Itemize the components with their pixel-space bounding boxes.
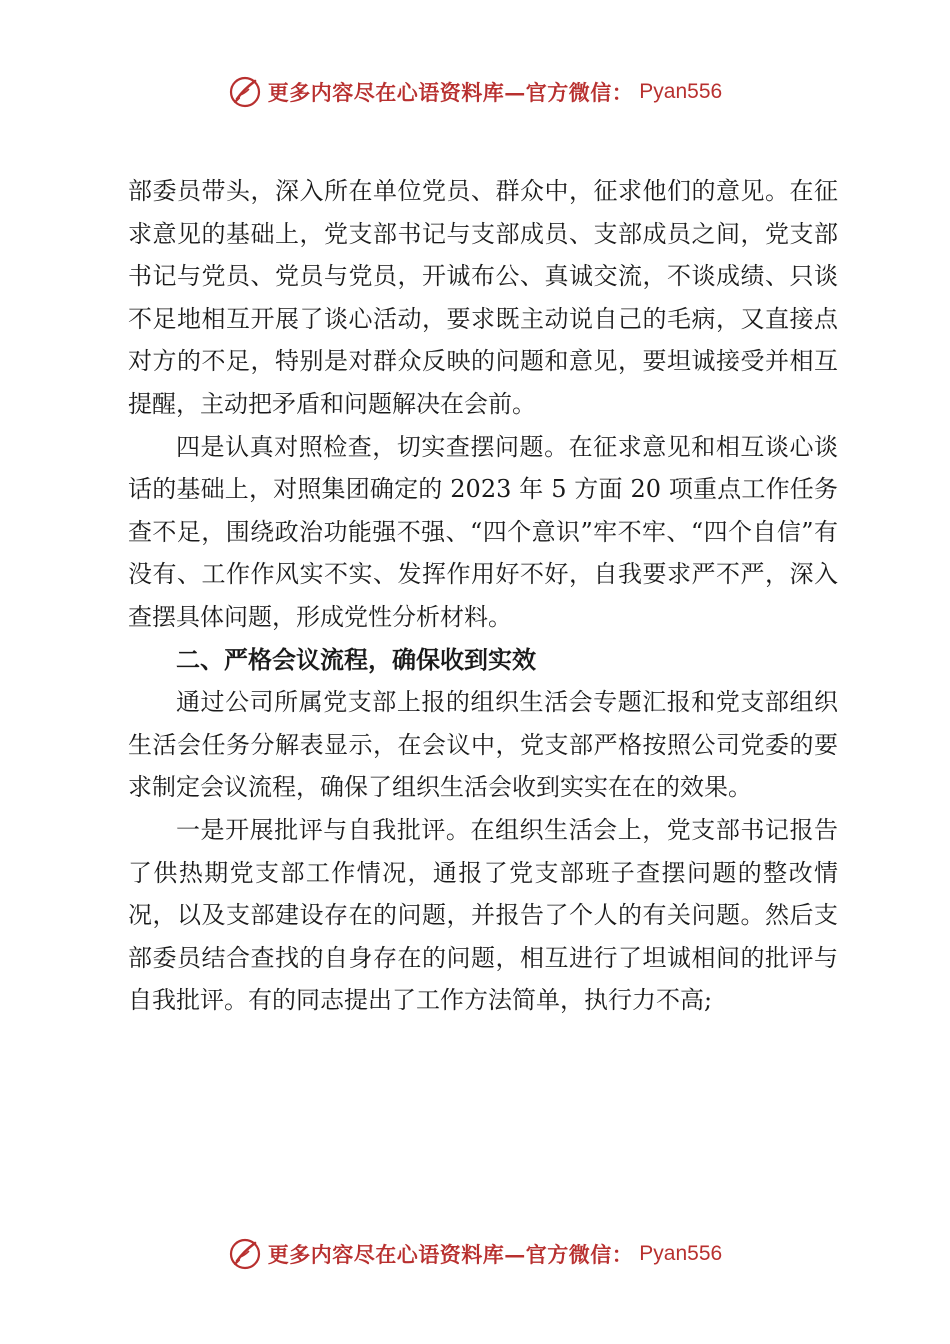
paragraph-point-one: 一是开展批评与自我批评。在组织生活会上，党支部书记报告了供热期党支部工作情况，通报了党支部班子查摆问题的整改情况，以及支部建设存在的问题，并报告了个人的有关问题。然后支部委员结合查找的自身存在的问题，相互进行了坦诚相间的批评与自我批评。有的同志提出了工作方法简单，执行力不高; [128,815,838,1015]
document-body [128,170,838,1022]
paragraph-intro: 通过公司所属党支部上报的组织生活会专题汇报和党支部组织生活会任务分解表显示，在会议中，党支部严格按照公司党委的要求制定会议流程，确保了组织生活会收到实实在在的效果。 [128,688,838,802]
banner-text: 更多内容尽在心语资料库—官方微信： [267,80,634,105]
section-heading: 二、严格会议流程，确保收到实效 [176,645,536,674]
footer-watermark-banner [0,1234,950,1274]
paragraph-point-four: 四是认真对照检查，切实查摆问题。在征求意见和相互谈心谈话的基础上，对照集团确定的 2023 年 5 方面 20 项重点工作任务查不足，围绕政治功能强不强、“四个意识”牢不牢、“四个自信”有没有、工作作风实不实、发挥作用好不好，自我要求严不严，深入查摆具体问题，形成党性分析材料。 [128,432,838,631]
header-watermark-banner [0,72,950,112]
quill-seal-icon [228,75,262,109]
banner-handle: Pyan556 [639,80,723,103]
paragraph-continued: 部委员带头，深入所在单位党员、群众中，征求他们的意见。在征求意见的基础上，党支部书记与支部成员、支部成员之间，党支部书记与党员、党员与党员，开诚布公、真诚交流，不谈成绩、只谈不足地相互开展了谈心活动，要求既主动说自己的毛病，又直接点对方的不足，特别是对群众反映的问题和意见，要坦诚接受并相互提醒，主动把矛盾和问题解决在会前。 [128,177,838,418]
banner-handle: Pyan556 [639,1242,723,1265]
banner-text: 更多内容尽在心语资料库—官方微信： [267,1242,634,1267]
quill-seal-icon [228,1237,262,1271]
